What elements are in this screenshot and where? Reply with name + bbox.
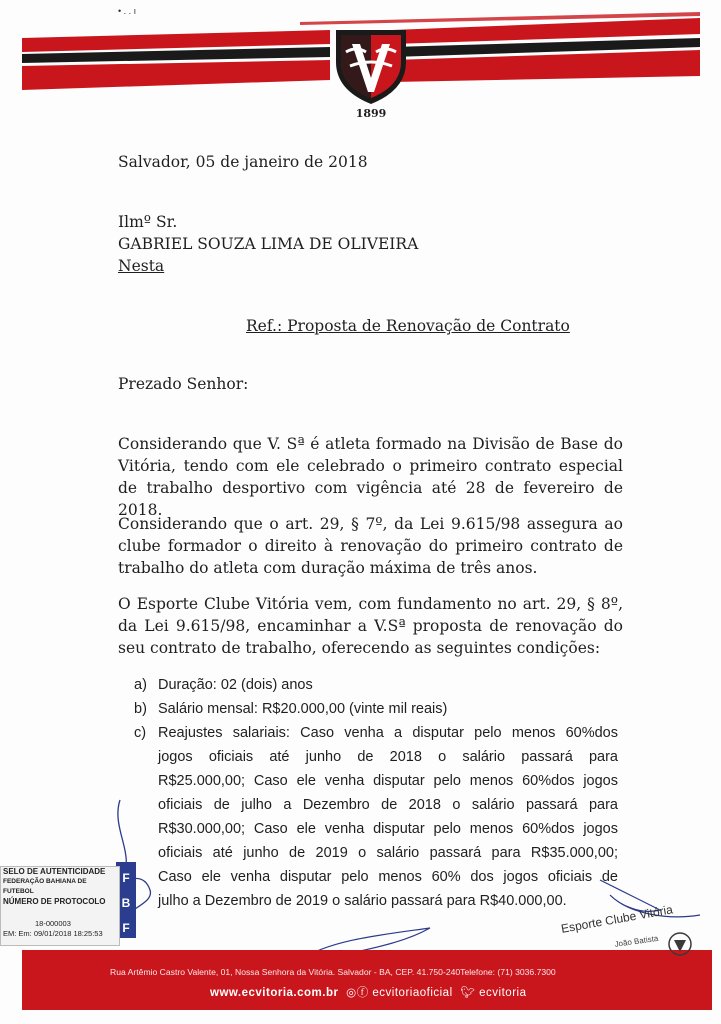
- condition-a-text: Duração: 02 (dois) anos: [158, 677, 313, 693]
- club-crest-icon: [336, 30, 406, 104]
- footer-website[interactable]: www.ecvitoria.com.br: [210, 987, 339, 999]
- condition-c-line-5: R$30.000,00; Caso ele venha disputar pelo menos 60%dos jogos: [158, 821, 618, 837]
- fbf-letter-1: F: [122, 871, 130, 885]
- footer-links: [210, 984, 526, 1000]
- condition-c-line-4: oficiais de julho a Dezembro de 2018 o salário passará para: [158, 797, 618, 813]
- footer-address: Rua Artêmio Castro Valente, 01, Nossa Senhora da Vitória. Salvador - BA, CEP. 41.750-240Telefone: (71) 3036.7300: [110, 967, 556, 977]
- stamp-person-name: João Batista: [614, 933, 659, 949]
- authenticity-seal: [0, 866, 120, 946]
- footer-twitter-handle[interactable]: ecvitoria: [479, 987, 527, 999]
- fbf-letter-3: F: [122, 921, 130, 935]
- condition-c-line-2: jogos oficiais até junho de 2018 o salário passará para: [158, 749, 618, 765]
- fbf-letters: [118, 866, 134, 941]
- instagram-icon: ◎: [346, 987, 357, 999]
- seal-title: SELO DE AUTENTICIDADE: [3, 867, 106, 876]
- greeting: Prezado Senhor:: [118, 375, 249, 393]
- seal-protocol-number: 18-000003: [35, 919, 71, 928]
- condition-a-label: a): [134, 677, 147, 693]
- condition-c-line-7: Caso ele venha disputar pelo menos 60% dos jogos oficiais de: [158, 869, 618, 885]
- founding-year: 1899: [355, 107, 387, 120]
- twitter-icon: 🐦︎: [460, 987, 476, 999]
- paragraph-2: Considerando que o art. 29, § 7º, da Lei 9.615/98 assegura ao clube formador o direito à renovação do primeiro contrato de trabalho do atleta com duração máxima de três anos.: [118, 515, 623, 577]
- condition-c-line-6: oficiais até junho de 2019 o salário passará para R$35.000,00;: [158, 845, 618, 861]
- condition-c-line-8: julho a Dezembro de 2019 o salário passará para R$40.000,00.: [158, 893, 567, 909]
- stamp-club-name: Esporte Clube Vitória: [560, 902, 674, 936]
- seal-federation: FEDERAÇÃO BAHIANA DE FUTEBOL: [3, 878, 87, 895]
- footer-social-handle[interactable]: ecvitoriaoficial: [372, 987, 453, 999]
- footer-band: [22, 950, 712, 1010]
- fbf-letter-2: B: [121, 896, 131, 910]
- place-date: Salvador, 05 de janeiro de 2018: [118, 153, 368, 171]
- seal-issued: EM: Em: 09/01/2018 18:25:53: [3, 929, 103, 938]
- paragraph-3: O Esporte Clube Vitória vem, com fundamento no art. 29, § 8º, da Lei 9.615/98, encaminhar a V.Sª proposta de renovação do seu contrato de trabalho, oferecendo as seguintes condições:: [118, 595, 623, 657]
- paragraph-1: Considerando que V. Sª é atleta formado na Divisão de Base do Vitória, tendo com ele celebrado o primeiro contrato especial de trabalho desportivo com vigência até 28 de fevereiro de 2018.: [118, 435, 623, 519]
- condition-b-text: Salário mensal: R$20.000,00 (vinte mil reais): [158, 701, 448, 717]
- salutation-title: Ilmº Sr.: [118, 213, 178, 231]
- condition-c-line-3: R$25.000,00; Caso ele venha disputar pelo menos 60%dos jogos: [158, 773, 618, 789]
- condition-b-label: b): [134, 701, 147, 717]
- top-marks: • . . ı: [118, 6, 137, 16]
- reference-line: Ref.: Proposta de Renovação de Contrato: [246, 317, 570, 335]
- facebook-icon: ⓕ: [356, 987, 369, 999]
- recipient-location: Nesta: [118, 257, 165, 275]
- condition-c-label: c): [134, 725, 147, 741]
- recipient-name: GABRIEL SOUZA LIMA DE OLIVEIRA: [118, 235, 419, 253]
- seal-protocol-label: NÚMERO DE PROTOCOLO: [3, 897, 106, 906]
- condition-c-line-1: Reajustes salariais: Caso venha a disputar pelo menos 60%dos: [158, 725, 618, 741]
